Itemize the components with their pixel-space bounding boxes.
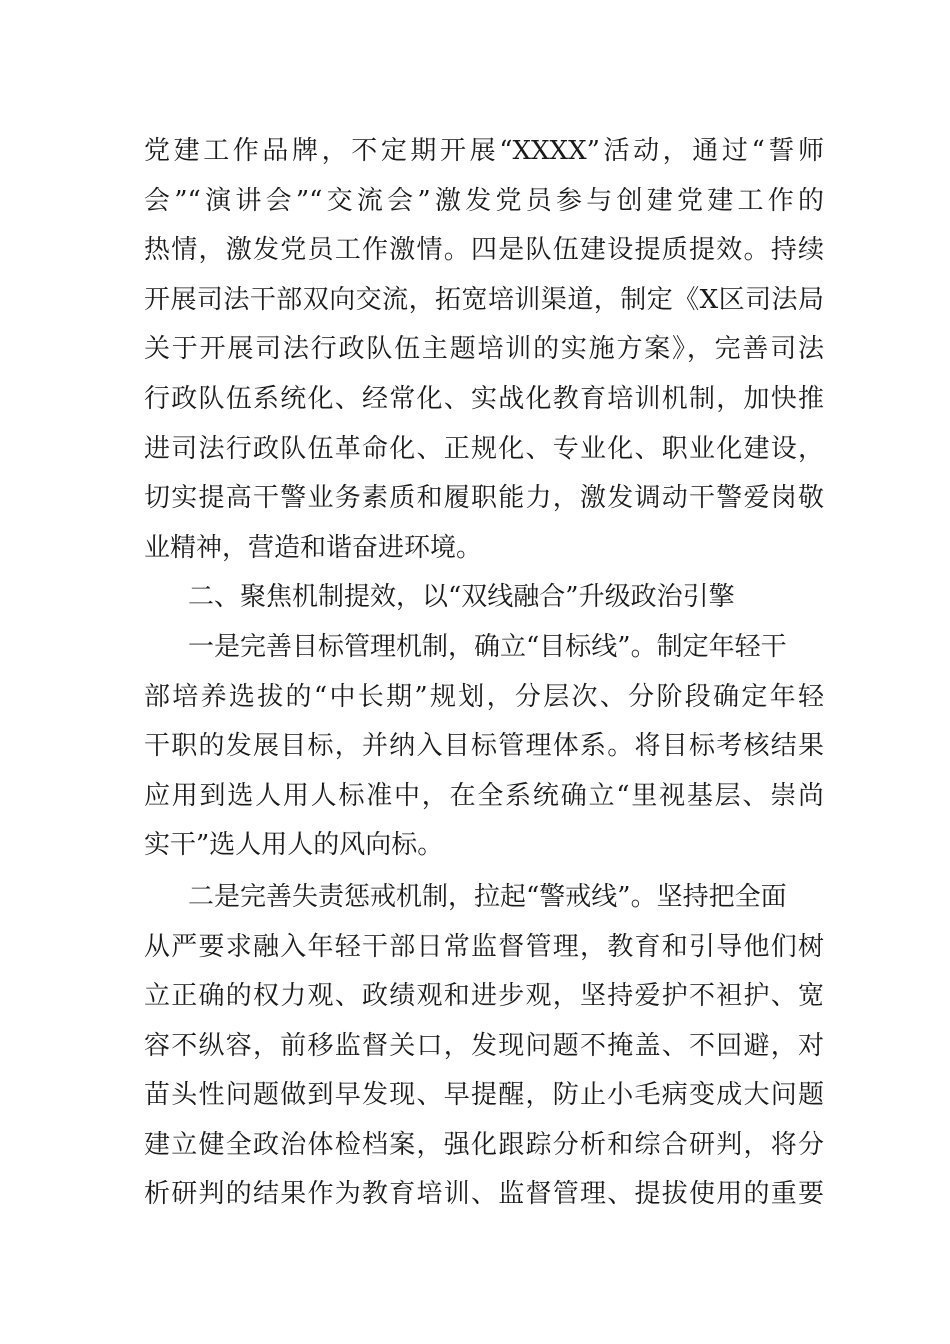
text-line: 析研判的结果作为教育培训、监督管理、提拔使用的重要 — [144, 1179, 824, 1210]
text-line: 会”“演讲会”“交流会”激发党员参与创建党建工作的 — [144, 185, 824, 216]
section-heading: 二、聚焦机制提效，以“双线融合”升级政治引擎 — [188, 582, 735, 613]
text-line: 立正确的权力观、政绩观和进步观，坚持爱护不袒护、宽 — [144, 981, 824, 1012]
text-line: 实干”选人用人的风向标。 — [144, 830, 444, 861]
text-line: 业精神，营造和谐奋进环境。 — [144, 532, 483, 563]
text-line: 切实提高干警业务素质和履职能力，激发调动干警爱岗敬 — [144, 483, 824, 514]
text-line: 部培养选拔的“中长期”规划，分层次、分阶段确定年轻 — [144, 681, 824, 712]
text-line: 开展司法干部双向交流，拓宽培训渠道，制定《X区司法局 — [144, 284, 824, 315]
text-line: 干职的发展目标，并纳入目标管理体系。将目标考核结果 — [144, 731, 824, 762]
text-line: 苗头性问题做到早发现、早提醒，防止小毛病变成大问题 — [144, 1080, 824, 1111]
text-line: 应用到选人用人标准中，在全系统确立“里视基层、崇尚 — [144, 780, 824, 811]
text-line: 行政队伍系统化、经常化、实战化教育培训机制，加快推 — [144, 383, 824, 414]
text-line: 热情，激发党员工作激情。四是队伍建设提质提效。持续 — [144, 235, 824, 266]
document-body — [144, 127, 824, 1220]
text-line: 党建工作品牌，不定期开展“XXXX”活动，通过“誓师 — [144, 136, 824, 166]
text-line: 关于开展司法行政队伍主题培训的实施方案》，完善司法 — [144, 334, 824, 365]
text-line: 二是完善失责惩戒机制，拉起“警戒线”。坚持把全面 — [188, 881, 787, 912]
text-line: 从严要求融入年轻干部日常监督管理，教育和引导他们树 — [144, 931, 824, 962]
text-line: 容不纵容，前移监督关口，发现问题不掩盖、不回避，对 — [144, 1030, 824, 1061]
text-line: 进司法行政队伍革命化、正规化、专业化、职业化建设， — [144, 433, 824, 464]
text-line: 建立健全政治体检档案，强化跟踪分析和综合研判，将分 — [144, 1129, 824, 1160]
text-line: 一是完善目标管理机制，确立“目标线”。制定年轻干 — [188, 631, 787, 662]
